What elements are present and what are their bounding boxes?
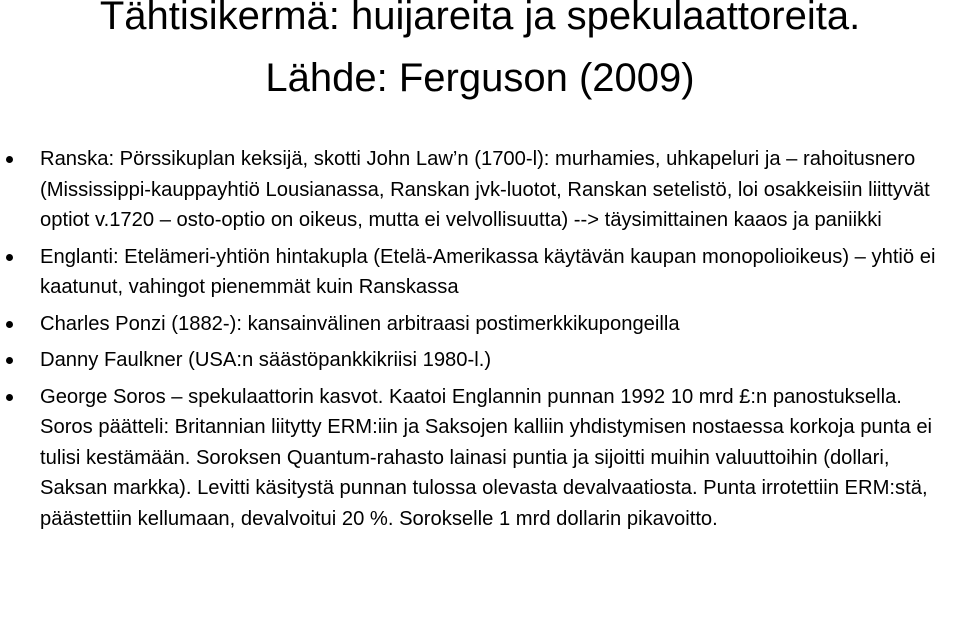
bullet-item-law	[0, 144, 960, 236]
bullet-dot-icon	[6, 254, 13, 261]
bullet-dot-icon	[6, 321, 13, 328]
bullet-text: George Soros – spekulaattorin kasvot. Kaatoi Englannin punnan 1992 10 mrd £:n panostuksella. Soros päätteli: Britannian liitytty ERM:iin ja Saksojen kalliin yhdistymisen nostaessa korkoja punta ei tulisi kestämään. Soroksen Quantum-rahasto lainasi puntia ja sijoitti muihin valuuttoihin (dollari, Saksan markka). Levitti käsitystä punnan tulossa olevasta devalvaatiosta. Punta irrotettiin ERM:stä, päästettiin kellumaan, devalvoitui 20 %. Sorokselle 1 mrd dollarin pikavoitto.	[40, 385, 933, 530]
bullet-text: Ranska: Pörssikuplan keksijä, skotti John Law’n (1700-l): murhamies, uhkapeluri ja – rahoitusnero (Mississippi-kauppayhtiö Lousianassa, Ranskan jvk-luotot, Ranskan setelistö, loi osakkeisiin liittyvät optiot v.1720 – osto-optio on oikeus, mutta ei velvollisuutta) --> täysimittainen kaaos ja paniikki	[40, 148, 930, 231]
bullet-item-faulkner	[0, 345, 960, 376]
bullet-text: Danny Faulkner (USA:n säästöpankkikriisi 1980-l.)	[40, 349, 492, 371]
bullet-dot-icon	[6, 357, 13, 364]
bullet-item-soros	[0, 382, 960, 535]
slide-title-line2: Lähde: Ferguson (2009)	[265, 56, 695, 100]
bullet-item-ponzi	[0, 309, 960, 340]
bullet-dot-icon	[6, 156, 13, 163]
bullet-list	[0, 144, 960, 534]
bullet-text: Charles Ponzi (1882-): kansainvälinen arbitraasi postimerkkikupongeilla	[40, 312, 680, 335]
slide-title-line1: Tähtisikermä: huijareita ja spekulaattoreita.	[99, 0, 861, 38]
bullet-item-south-sea	[0, 242, 960, 303]
bullet-dot-icon	[6, 394, 13, 401]
bullet-text: Englanti: Etelämeri-yhtiön hintakupla (Etelä-Amerikassa käytävän kaupan monopolioikeus) – yhtiö ei kaatunut, vahingot pienemmät kuin Ranskassa	[40, 245, 936, 298]
